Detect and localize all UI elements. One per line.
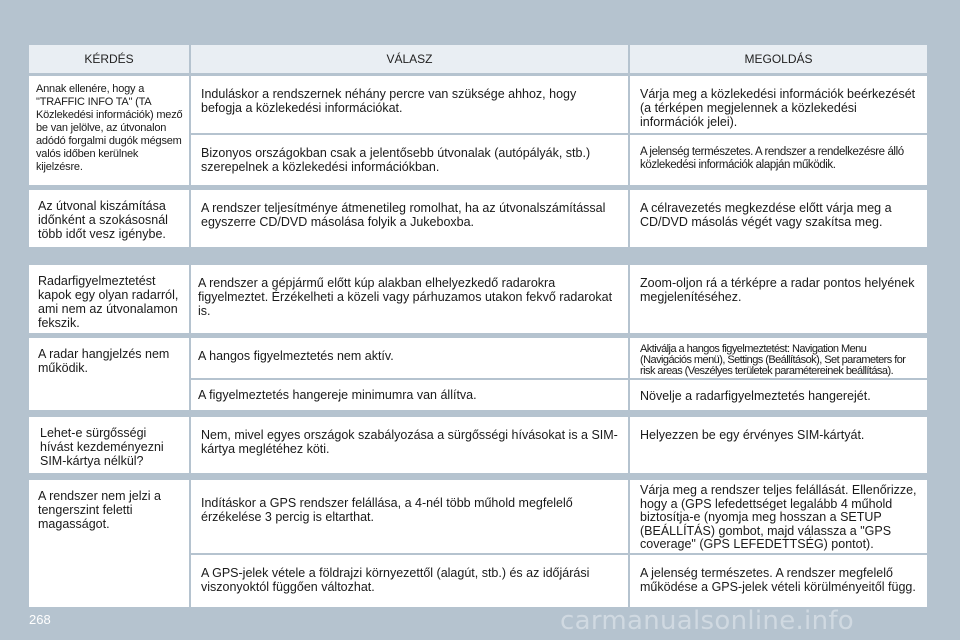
solution-cell: Növelje a radarfigyelmeztetés hangerejét.	[630, 380, 927, 410]
solution-cell: Helyezzen be egy érvényes SIM-kártyát.	[630, 417, 927, 473]
answer-cell: A rendszer a gépjármű előtt kúp alakban elhelyezkedő radarokra figyelmeztet. Érzékelheti a közeli vagy párhuzamos utakon fekvő radarokat is.	[191, 265, 628, 333]
answer-cell: Induláskor a rendszernek néhány percre van szüksége ahhoz, hogy befogja a közlekedési információkat.	[191, 76, 628, 133]
solution-cell: Aktiválja a hangos figyelmeztetést: Navigation Menu (Navigációs menü), Settings (Beállítások), Set parameters for risk areas (Veszélyes területek paramétereinek beállítása).	[630, 338, 927, 378]
question-cell: Annak ellenére, hogy a "TRAFFIC INFO TA" (TA Közlekedési információk) mező be van jelölve, az útvonalon adódó forgalmi dugók mégsem valós időben kerülnek kijelzésre.	[29, 76, 189, 185]
watermark: carmanualsonline.info	[560, 606, 855, 636]
question-cell: Az útvonal kiszámítása időnként a szokásosnál több időt vesz igénybe.	[29, 190, 189, 247]
answer-cell: A hangos figyelmeztetés nem aktív.	[191, 338, 628, 378]
answer-cell: A figyelmeztetés hangereje minimumra van állítva.	[191, 380, 628, 410]
answer-cell: A rendszer teljesítménye átmenetileg romolhat, ha az útvonalszámítással egyszerre CD/DVD másolása folyik a Jukeboxba.	[191, 190, 628, 247]
solution-cell: Várja meg a rendszer teljes felállását. Ellenőrizze, hogy a (GPS lefedettséget legalább 4 műhold biztosítja-e (nyomja meg hosszan a SETUP (BEÁLLÍTÁS) gombot, majd válassza a "GPS coverage" (GPS LEFEDETTSÉG) pontot).	[630, 480, 927, 553]
question-cell: Lehet-e sürgősségi hívást kezdeményezni SIM-kártya nélkül?	[29, 417, 189, 473]
header-question: KÉRDÉS	[29, 45, 189, 73]
solution-cell: Várja meg a közlekedési információk beérkezését (a térképen megjelennek a közlekedési információk jelei).	[630, 76, 927, 133]
question-cell: A rendszer nem jelzi a tengerszint feletti magasságot.	[29, 480, 189, 607]
answer-cell: Nem, mivel egyes országok szabályozása a sürgősségi hívásokat is a SIM-kártya meglétéhez köti.	[191, 417, 628, 473]
solution-cell: A jelenség természetes. A rendszer megfelelő működése a GPS-jelek vételi körülményeitől függ.	[630, 555, 927, 607]
question-cell: A radar hangjelzés nem működik.	[29, 338, 189, 410]
header-answer: VÁLASZ	[191, 45, 628, 73]
solution-cell: A célravezetés megkezdése előtt várja meg a CD/DVD másolás végét vagy szakítsa meg.	[630, 190, 927, 247]
page-number: 268	[29, 612, 51, 627]
answer-cell: Indításkor a GPS rendszer felállása, a 4-nél több műhold megfelelő érzékelése 3 percig is eltarthat.	[191, 480, 628, 553]
solution-cell: Zoom-oljon rá a térképre a radar pontos helyének megjelenítéséhez.	[630, 265, 927, 333]
answer-cell: A GPS-jelek vétele a földrajzi környezettől (alagút, stb.) és az időjárási viszonyoktól függően változhat.	[191, 555, 628, 607]
header-solution: MEGOLDÁS	[630, 45, 927, 73]
solution-cell: A jelenség természetes. A rendszer a rendelkezésre álló közlekedési információk alapján működik.	[630, 135, 927, 185]
question-cell: Radarfigyelmeztetést kapok egy olyan radarról, ami nem az útvonalamon fekszik.	[29, 265, 189, 333]
answer-cell: Bizonyos országokban csak a jelentősebb útvonalak (autópályák, stb.) szerepelnek a közlekedési információkban.	[191, 135, 628, 185]
